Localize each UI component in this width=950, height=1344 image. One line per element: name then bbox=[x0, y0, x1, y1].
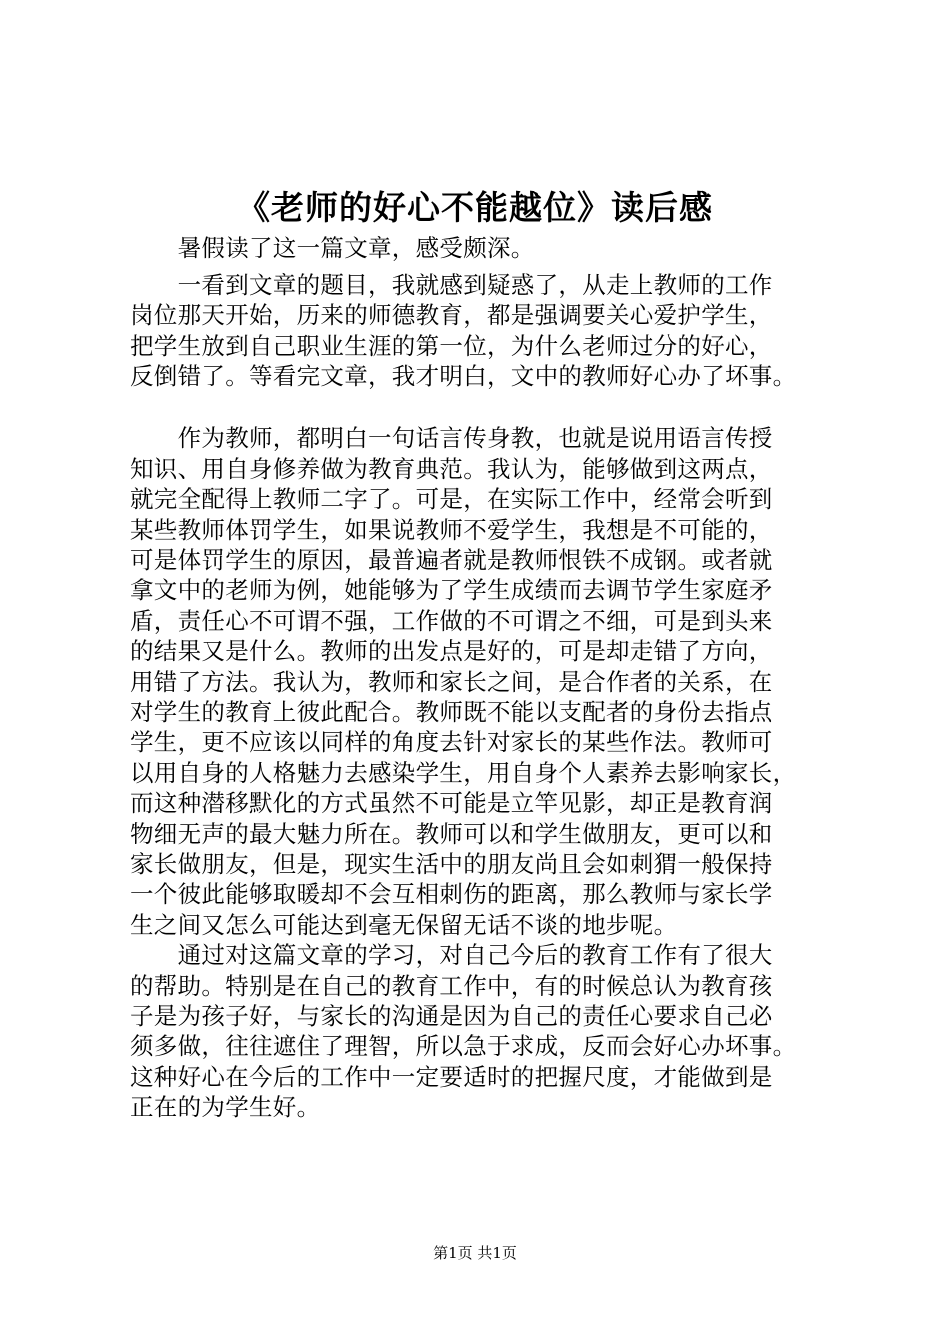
body-line: 知识、用自身修养做为教育典范。我认为，能够做到这两点， bbox=[130, 455, 773, 483]
body-line: 对学生的教育上彼此配合。教师既不能以支配者的身份去指点 bbox=[130, 698, 773, 726]
body-line: 子是为孩子好，与家长的沟通是因为自己的责任心要求自己必 bbox=[130, 1002, 773, 1030]
body-line: 作为教师，都明白一句话言传身教，也就是说用语言传授 bbox=[130, 424, 773, 452]
body-line: 盾，责任心不可谓不强，工作做的不可谓之不细，可是到头来 bbox=[130, 607, 773, 635]
body-line: 这种好心在今后的工作中一定要适时的把握尺度，才能做到是 bbox=[130, 1063, 773, 1091]
body-line: 就完全配得上教师二字了。可是，在实际工作中，经常会听到 bbox=[130, 485, 773, 513]
body-line: 暑假读了这一篇文章，感受颇深。 bbox=[130, 234, 535, 262]
body-line: 的结果又是什么。教师的出发点是好的，可是却走错了方向， bbox=[130, 637, 773, 665]
body-line: 通过对这篇文章的学习，对自己今后的教育工作有了很大 bbox=[130, 941, 773, 969]
body-line: 以用自身的人格魅力去感染学生，用自身个人素养去影响家长， bbox=[130, 759, 797, 787]
body-line: 正在的为学生好。 bbox=[130, 1093, 321, 1121]
body-line: 须多做，往往遮住了理智，所以急于求成，反而会好心办坏事。 bbox=[130, 1032, 797, 1060]
body-line: 拿文中的老师为例，她能够为了学生成绩而去调节学生家庭矛 bbox=[130, 576, 773, 604]
body-line: 生之间又怎么可能达到毫无保留无话不谈的地步呢。 bbox=[130, 911, 678, 939]
body-line: 而这种潜移默化的方式虽然不可能是立竿见影，却正是教育润 bbox=[130, 789, 773, 817]
body-line: 物细无声的最大魅力所在。教师可以和学生做朋友，更可以和 bbox=[130, 820, 773, 848]
body-line: 可是体罚学生的原因，最普遍者就是教师恨铁不成钢。或者就 bbox=[130, 546, 773, 574]
body-line: 反倒错了。等看完文章，我才明白，文中的教师好心办了坏事。 bbox=[130, 362, 797, 390]
body-line: 学生，更不应该以同样的角度去针对家长的某些作法。教师可 bbox=[130, 728, 773, 756]
page-footer: 第1页 共1页 bbox=[433, 1244, 517, 1262]
body-line: 家长做朋友，但是，现实生活中的朋友尚且会如刺猬一般保持 bbox=[130, 850, 773, 878]
body-line: 某些教师体罚学生，如果说教师不爱学生，我想是不可能的， bbox=[130, 516, 773, 544]
body-line: 岗位那天开始，历来的师德教育，都是强调要关心爱护学生， bbox=[130, 301, 773, 329]
document-title: 《老师的好心不能越位》读后感 bbox=[237, 188, 713, 227]
body-line: 用错了方法。我认为，教师和家长之间，是合作者的关系，在 bbox=[130, 668, 773, 696]
body-line: 把学生放到自己职业生涯的第一位，为什么老师过分的好心， bbox=[130, 332, 773, 360]
body-line: 一看到文章的题目，我就感到疑惑了，从走上教师的工作 bbox=[130, 271, 773, 299]
body-line: 的帮助。特别是在自己的教育工作中，有的时候总认为教育孩 bbox=[130, 972, 773, 1000]
body-line: 一个彼此能够取暖却不会互相刺伤的距离，那么教师与家长学 bbox=[130, 880, 773, 908]
